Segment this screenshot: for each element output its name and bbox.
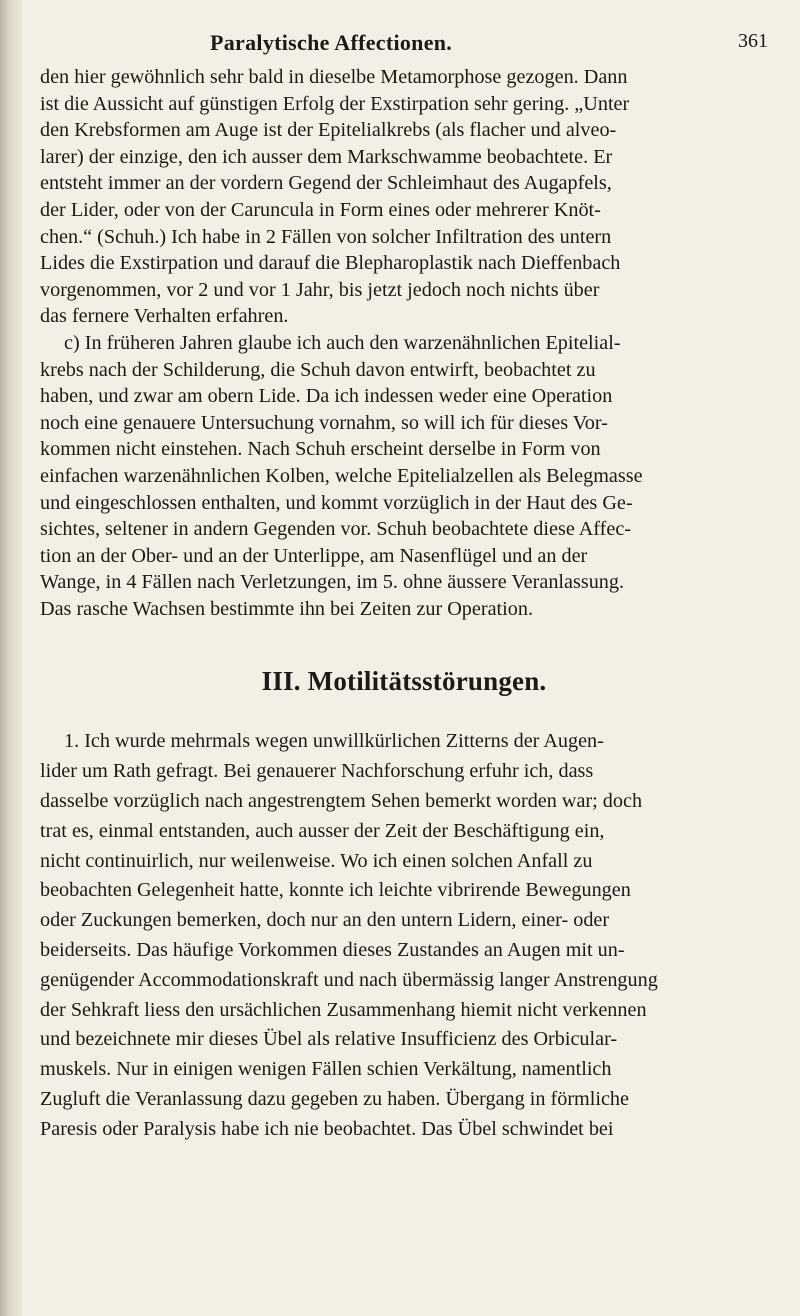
text-line: Paresis oder Paralysis habe ich nie beobachtet. Das Übel schwindet bei xyxy=(40,1117,614,1140)
text-line: einfachen warzenähnlichen Kolben, welche Epitelialzellen als Belegmasse xyxy=(40,464,643,487)
paragraph-warty-carcinoma xyxy=(40,330,768,623)
text-line: oder Zuckungen bemerken, doch nur an den untern Lidern, einer- oder xyxy=(40,909,610,932)
text-line: genügender Accommodationskraft und nach übermässig langer Anstrengung xyxy=(40,968,658,991)
text-line: entsteht immer an der vordern Gegend der Schleimhaut des Augapfels, xyxy=(40,172,612,195)
text-line: ist die Aussicht auf günstigen Erfolg der Exstirpation sehr gering. „Unter xyxy=(40,92,630,115)
text-line: den hier gewöhnlich sehr bald in dieselbe Metamorphose gezogen. Dann xyxy=(40,66,628,88)
text-line: lider um Rath gefragt. Bei genauerer Nachforschung erfuhr ich, dass xyxy=(40,760,594,783)
text-line: der Lider, oder von der Caruncula in Form eines oder mehrerer Knöt- xyxy=(40,198,601,221)
page-number: 361 xyxy=(738,30,768,52)
text-line: und bezeichnete mir dieses Übel als relative Insufficienz des Orbicular- xyxy=(40,1028,618,1051)
running-title: Paralytische Affectionen. xyxy=(210,30,453,55)
text-line: kommen nicht einstehen. Nach Schuh erscheint derselbe in Form von xyxy=(40,438,601,461)
text-line: tion an der Ober- und an der Unterlippe, am Nasenflügel und an der xyxy=(40,544,588,567)
text-line: Lides die Exstirpation und darauf die Blepharoplastik nach Dieffenbach xyxy=(40,252,621,275)
paragraph-continuation xyxy=(40,64,768,330)
running-head xyxy=(40,20,768,64)
text-line: Das rasche Wachsen bestimmte ihn bei Zeiten zur Operation. xyxy=(40,597,533,620)
text-line: dasselbe vorzüglich nach angestrengtem Sehen bemerkt worden war; doch xyxy=(40,790,643,813)
text-line: der Sehkraft liess den ursächlichen Zusammenhang hiemit nicht verkennen xyxy=(40,998,647,1021)
binding-edge xyxy=(0,0,22,1316)
text-line: haben, und zwar am obern Lide. Da ich indessen weder eine Operation xyxy=(40,385,613,408)
text-line: sichtes, seltener in andern Gegenden vor. Schuh beobachtete diese Affec- xyxy=(40,518,632,541)
text-line: Wange, in 4 Fällen nach Verletzungen, im 5. ohne äussere Veranlassung. xyxy=(40,571,625,594)
text-line: trat es, einmal entstanden, auch ausser der Zeit der Beschäftigung ein, xyxy=(40,819,605,842)
paragraph-eyelid-tremor xyxy=(40,727,768,1144)
text-line: nicht continuirlich, nur weilenweise. Wo ich einen solchen Anfall zu xyxy=(40,849,593,872)
text-line: noch eine genauere Untersuchung vornahm, so will ich für dieses Vor- xyxy=(40,411,608,434)
text-line: muskels. Nur in einigen wenigen Fällen schien Verkältung, namentlich xyxy=(40,1058,612,1081)
text-line: vorgenommen, vor 2 und vor 1 Jahr, bis jetzt jedoch noch nichts über xyxy=(40,278,600,301)
text-line: beobachten Gelegenheit hatte, konnte ich leichte vibrirende Bewegungen xyxy=(40,879,631,902)
section-heading: III. Motilitätsstörungen. xyxy=(261,666,547,697)
text-line: beiderseits. Das häufige Vorkommen dieses Zustandes an Augen mit un- xyxy=(40,939,625,962)
text-line: chen.“ (Schuh.) Ich habe in 2 Fällen von solcher Infiltration des untern xyxy=(40,225,612,248)
text-line: das fernere Verhalten erfahren. xyxy=(40,305,289,328)
text-line: krebs nach der Schilderung, die Schuh davon entwirft, beobachtet zu xyxy=(40,358,596,381)
text-line: und eingeschlossen enthalten, und kommt vorzüglich in der Haut des Ge- xyxy=(40,491,633,514)
text-line: c) In früheren Jahren glaube ich auch den warzenähnlichen Epitelial- xyxy=(64,331,621,354)
text-line: 1. Ich wurde mehrmals wegen unwillkürlichen Zitterns der Augen- xyxy=(64,730,604,753)
text-line: den Krebsformen am Auge ist der Epitelialkrebs (als flacher und alveo- xyxy=(40,119,617,142)
text-line: larer) der einzige, den ich ausser dem Markschwamme beobachtete. Er xyxy=(40,145,613,168)
book-page xyxy=(40,20,768,1145)
text-line: Zugluft die Veranlassung dazu gegeben zu haben. Übergang in förmliche xyxy=(40,1088,629,1111)
